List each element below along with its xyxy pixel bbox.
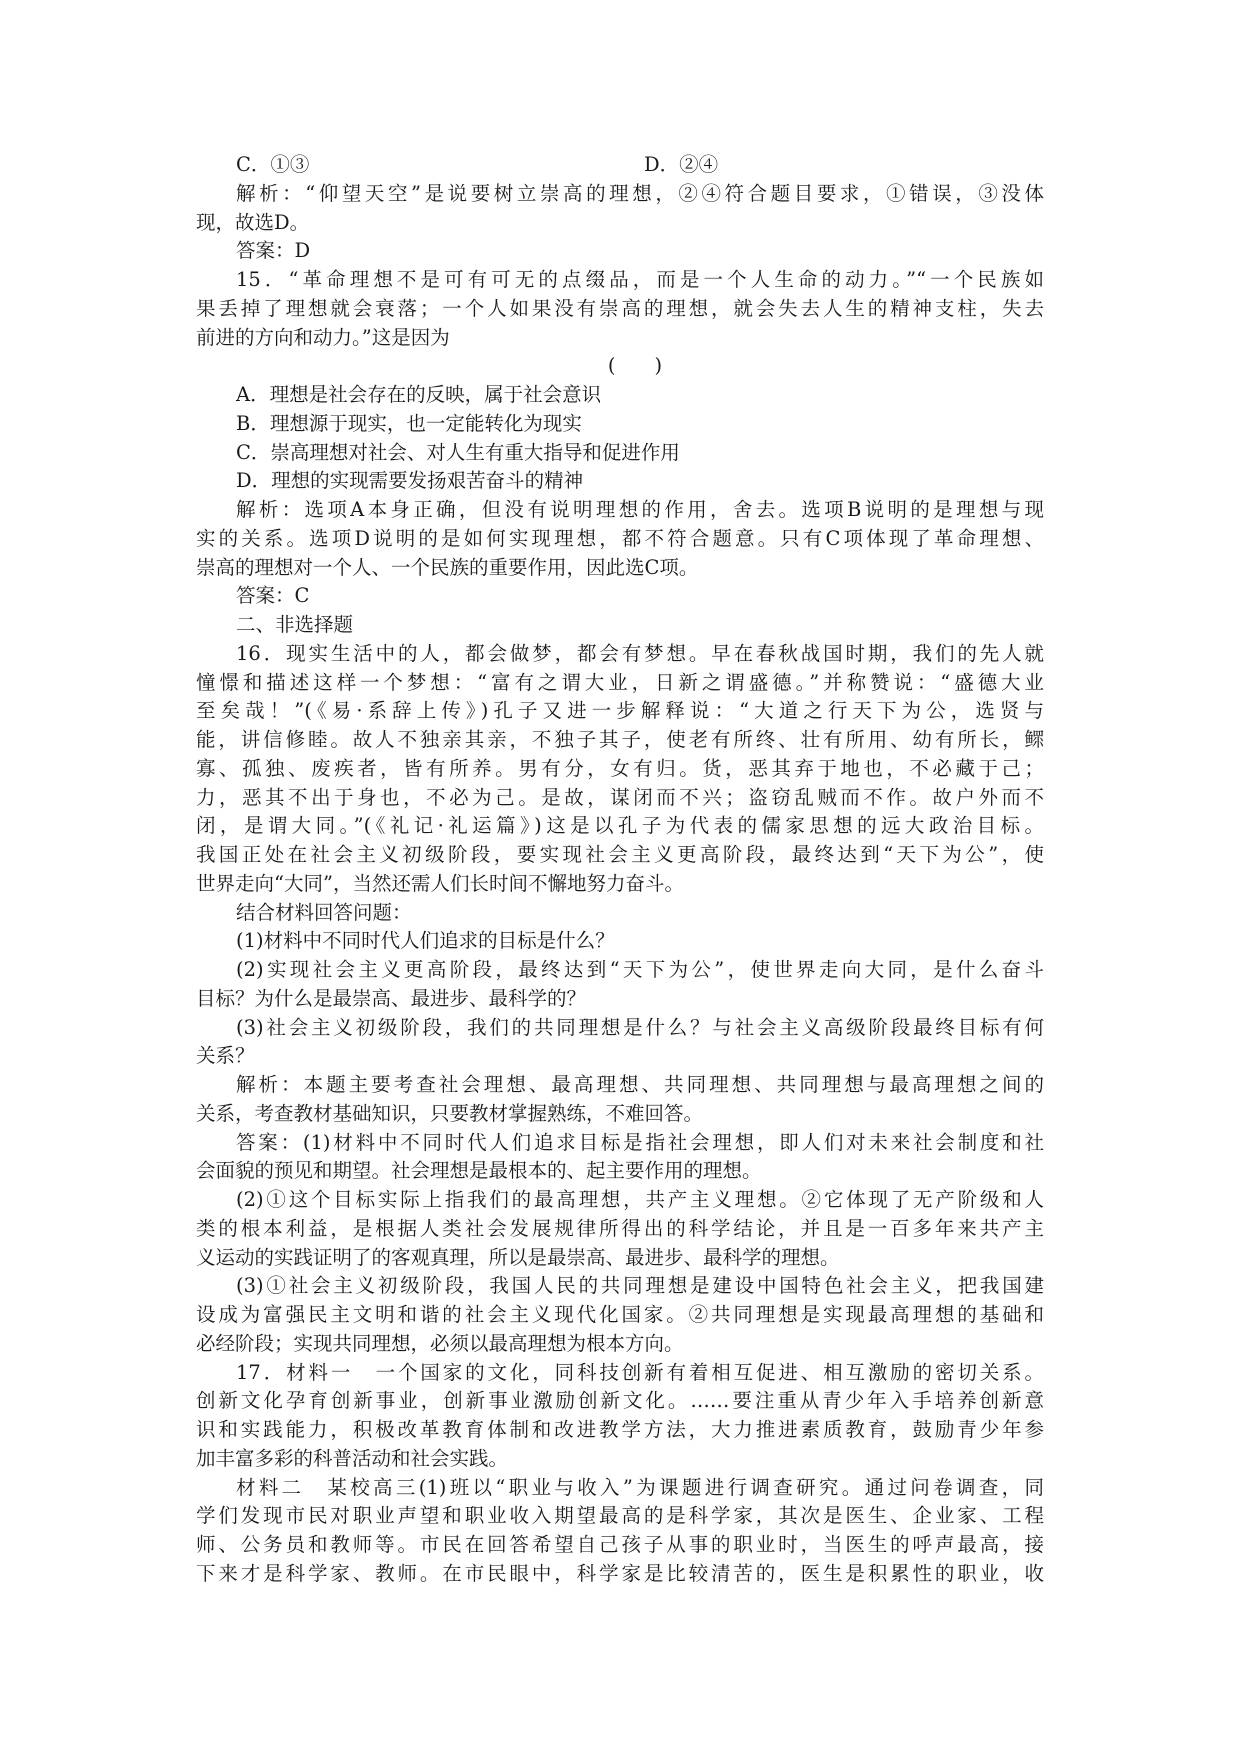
text-line: C．崇高理想对社会、对人生有重大指导和促进作用 [236, 440, 680, 464]
text-line: 下来才是科学家、教师。在市民眼中，科学家是比较清苦的，医生是积累性的职业，收 [196, 1561, 1044, 1585]
text-line: (3)①社会主义初级阶段，我国人民的共同理想是建设中国特色社会主义，把我国建 [236, 1274, 1044, 1298]
text-line: 现，故选D。 [196, 210, 310, 234]
option-c: C．①③ [236, 153, 310, 176]
text-line: A．理想是社会存在的反映，属于社会意识 [236, 383, 602, 406]
text-line: 解析：选项A本身正确，但没有说明理想的作用，舍去。选项B说明的是理想与现 [236, 498, 1044, 521]
text-line: 15．“革命理想不是可有可无的点缀品，而是一个人生命的动力。”“一个民族如 [236, 268, 1044, 291]
text-line: 憧憬和描述这样一个梦想：“富有之谓大业，日新之谓盛德。”并称赞说：“盛德大业 [196, 670, 1044, 694]
text-line: 17．材料一 一个国家的文化，同科技创新有着相互促进、相互激励的密切关系。 [236, 1360, 1044, 1384]
text-line: 关系，考查教材基础知识，只要教材掌握熟练，不难回答。 [196, 1101, 704, 1125]
text-line: 答案：C [236, 584, 310, 608]
text-line: 果丢掉了理想就会衰落；一个人如果没有崇高的理想，就会失去人生的精神支柱，失去 [196, 296, 1044, 320]
text-line: 闭，是谓大同。”(《礼记·礼运篇》)这是以孔子为代表的儒家思想的远大政治目标。 [196, 814, 1044, 838]
text-line: 识和实践能力，积极改革教育体制和改进教学方法，大力推进素质教育，鼓励青少年参 [196, 1418, 1044, 1441]
text-line: 世界走向“大同”，当然还需人们长时间不懈地努力奋斗。 [196, 871, 684, 895]
text-line: 加丰富多彩的科普活动和社会实践。 [196, 1446, 509, 1470]
text-line: D．理想的实现需要发扬艰苦奋斗的精神 [236, 469, 584, 493]
text-line [196, 151, 1044, 180]
text-line: 解析：本题主要考查社会理想、最高理想、共同理想、共同理想与最高理想之间的 [236, 1073, 1044, 1096]
text-line: 创新文化孕育创新事业，创新事业激励创新文化。……要注重从青少年入手培养创新意 [196, 1389, 1044, 1413]
text-line: 我国正处在社会主义初级阶段，要实现社会主义更高阶段，最终达到“天下为公”，使 [196, 843, 1044, 866]
text-line: 力，恶其不出于身也，不必为己。是故，谋闭而不兴；盗窃乱贼而不作。故户外而不 [196, 785, 1044, 809]
text-line: 目标？为什么是最崇高、最进步、最科学的？ [196, 986, 587, 1010]
text-line: 前进的方向和动力。”这是因为 [196, 325, 450, 349]
text-line: (2)实现社会主义更高阶段，最终达到“天下为公”，使世界走向大同，是什么奋斗 [236, 958, 1044, 981]
text-line: 至矣哉！”(《易·系辞上传》)孔子又进一步解释说：“大道之行天下为公，选贤与 [196, 699, 1044, 723]
text-line: 崇高的理想对一个人、一个民族的重要作用，因此选C项。 [196, 555, 699, 579]
text-line: 类的根本利益，是根据人类社会发展规律所得出的科学结论，并且是一百多年来共产主 [196, 1216, 1044, 1240]
option-d: D．②④ [644, 153, 719, 176]
text-line: 答案：(1)材料中不同时代人们追求目标是指社会理想，即人们对未来社会制度和社 [236, 1130, 1044, 1154]
text-line: 16．现实生活中的人，都会做梦，都会有梦想。早在春秋战国时期，我们的先人就 [236, 641, 1044, 665]
document-page [196, 151, 1044, 1589]
text-line: 义运动的实践证明了的客观真理，所以是最崇高、最进步、最科学的理想。 [196, 1245, 840, 1269]
text-line: 寡、孤独、废疾者，皆有所养。男有分，女有归。货，恶其弃于地也，不必藏于己； [196, 756, 1044, 780]
text-line: 二、非选择题 [236, 613, 354, 636]
text-line: (1)材料中不同时代人们追求的目标是什么？ [236, 929, 615, 953]
text-line: 关系？ [196, 1044, 255, 1068]
text-line: 答案：D [236, 239, 311, 263]
text-line: 材料二 某校高三(1)班以“职业与收入”为课题进行调查研究。通过问卷调查，同 [236, 1475, 1044, 1499]
text-line: 必经阶段；实现共同理想，必须以最高理想为根本方向。 [196, 1331, 684, 1355]
text-line: 会面貌的预见和期望。社会理想是最根本的、起主要作用的理想。 [196, 1159, 762, 1183]
text-line: 解析：“仰望天空”是说要树立崇高的理想，②④符合题目要求，①错误，③没体 [236, 181, 1044, 205]
text-line: 结合材料回答问题： [236, 900, 412, 924]
text-line: 能，讲信修睦。故人不独亲其亲，不独子其子，使老有所终、壮有所用、幼有所长，鳏 [196, 728, 1044, 751]
text-line: ( ) [607, 354, 663, 378]
text-line: (2)①这个目标实际上指我们的最高理想，共产主义理想。②它体现了无产阶级和人 [236, 1188, 1044, 1211]
text-line: 设成为富强民主文明和谐的社会主义现代化国家。②共同理想是实现最高理想的基础和 [196, 1303, 1044, 1326]
text-line: (3)社会主义初级阶段，我们的共同理想是什么？与社会主义高级阶段最终目标有何 [236, 1015, 1044, 1039]
text-line: 学们发现市民对职业声望和职业收入期望最高的是科学家，其次是医生、企业家、工程 [196, 1504, 1044, 1528]
text-line: 师、公务员和教师等。市民在回答希望自己孩子从事的职业时，当医生的呼声最高，接 [196, 1533, 1044, 1556]
text-line: B．理想源于现实，也一定能转化为现实 [236, 411, 582, 435]
text-line: 实的关系。选项D说明的是如何实现理想，都不符合题意。只有C项体现了革命理想、 [196, 526, 1044, 550]
